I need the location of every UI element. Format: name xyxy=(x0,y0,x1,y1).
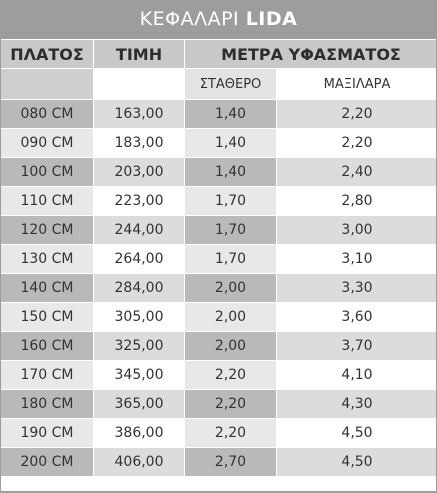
header-price: ΤΙΜΗ xyxy=(94,40,185,69)
cell-width: 170 CM xyxy=(1,361,94,390)
title-model: LIDA xyxy=(245,8,298,30)
cell-width: 090 CM xyxy=(1,129,94,158)
table-row xyxy=(1,100,437,129)
cell-price: 203,00 xyxy=(94,158,185,187)
subheader-cushions: ΜΑΞΙΛΑΡΑ xyxy=(277,69,437,100)
cell-price: 386,00 xyxy=(94,419,185,448)
cell-width: 120 CM xyxy=(1,216,94,245)
subheader-fixed: ΣΤΑΘΕΡΟ xyxy=(185,69,277,100)
cell-cushions: 3,60 xyxy=(277,303,437,332)
table-row xyxy=(1,390,437,419)
table-row xyxy=(1,216,437,245)
cell-price: 365,00 xyxy=(94,390,185,419)
cell-cushions: 3,30 xyxy=(277,274,437,303)
cell-cushions: 2,20 xyxy=(277,129,437,158)
cell-width: 140 CM xyxy=(1,274,94,303)
cell-price: 264,00 xyxy=(94,245,185,274)
cell-fixed: 2,00 xyxy=(185,274,277,303)
cell-cushions: 4,10 xyxy=(277,361,437,390)
header-width: ΠΛΑΤΟΣ xyxy=(1,40,94,69)
cell-width: 130 CM xyxy=(1,245,94,274)
cell-cushions: 4,50 xyxy=(277,419,437,448)
cell-price: 163,00 xyxy=(94,100,185,129)
cell-price: 325,00 xyxy=(94,332,185,361)
subheader-blank-price xyxy=(94,69,185,100)
cell-width: 100 CM xyxy=(1,158,94,187)
table-row xyxy=(1,187,437,216)
table-row xyxy=(1,303,437,332)
table-row xyxy=(1,158,437,187)
table-row xyxy=(1,361,437,390)
cell-cushions: 4,50 xyxy=(277,448,437,477)
table-row xyxy=(1,419,437,448)
cell-cushions: 2,80 xyxy=(277,187,437,216)
cell-width: 150 CM xyxy=(1,303,94,332)
cell-fixed: 2,70 xyxy=(185,448,277,477)
cell-fixed: 2,20 xyxy=(185,419,277,448)
cell-fixed: 2,20 xyxy=(185,361,277,390)
cell-fixed: 1,40 xyxy=(185,158,277,187)
cell-fixed: 2,00 xyxy=(185,303,277,332)
table-row xyxy=(1,129,437,158)
table-row xyxy=(1,332,437,361)
cell-width: 180 CM xyxy=(1,390,94,419)
cell-cushions: 3,00 xyxy=(277,216,437,245)
price-table xyxy=(0,39,437,477)
cell-price: 345,00 xyxy=(94,361,185,390)
cell-width: 080 CM xyxy=(1,100,94,129)
header-fabric: ΜΕΤΡΑ ΥΦΑΣΜΑΤΟΣ xyxy=(185,40,437,69)
cell-price: 183,00 xyxy=(94,129,185,158)
cell-price: 284,00 xyxy=(94,274,185,303)
cell-price: 406,00 xyxy=(94,448,185,477)
cell-fixed: 1,70 xyxy=(185,245,277,274)
cell-width: 110 CM xyxy=(1,187,94,216)
cell-fixed: 2,20 xyxy=(185,390,277,419)
cell-cushions: 4,30 xyxy=(277,390,437,419)
cell-fixed: 1,70 xyxy=(185,216,277,245)
cell-width: 190 CM xyxy=(1,419,94,448)
cell-fixed: 2,00 xyxy=(185,332,277,361)
cell-price: 305,00 xyxy=(94,303,185,332)
cell-fixed: 1,40 xyxy=(185,100,277,129)
table-row xyxy=(1,274,437,303)
cell-width: 200 CM xyxy=(1,448,94,477)
cell-cushions: 2,40 xyxy=(277,158,437,187)
cell-fixed: 1,70 xyxy=(185,187,277,216)
cell-fixed: 1,40 xyxy=(185,129,277,158)
cell-price: 223,00 xyxy=(94,187,185,216)
cell-cushions: 2,20 xyxy=(277,100,437,129)
header-row xyxy=(1,40,437,69)
cell-cushions: 3,10 xyxy=(277,245,437,274)
table-row xyxy=(1,245,437,274)
table-border-left xyxy=(0,39,1,493)
title-prefix: ΚΕΦΑΛΑΡΙ xyxy=(139,8,240,30)
cell-cushions: 3,70 xyxy=(277,332,437,361)
cell-width: 160 CM xyxy=(1,332,94,361)
page-title xyxy=(0,0,437,39)
subheader-row xyxy=(1,69,437,100)
table-body xyxy=(1,100,437,477)
cell-price: 244,00 xyxy=(94,216,185,245)
table-row xyxy=(1,448,437,477)
subheader-blank-width xyxy=(1,69,94,100)
